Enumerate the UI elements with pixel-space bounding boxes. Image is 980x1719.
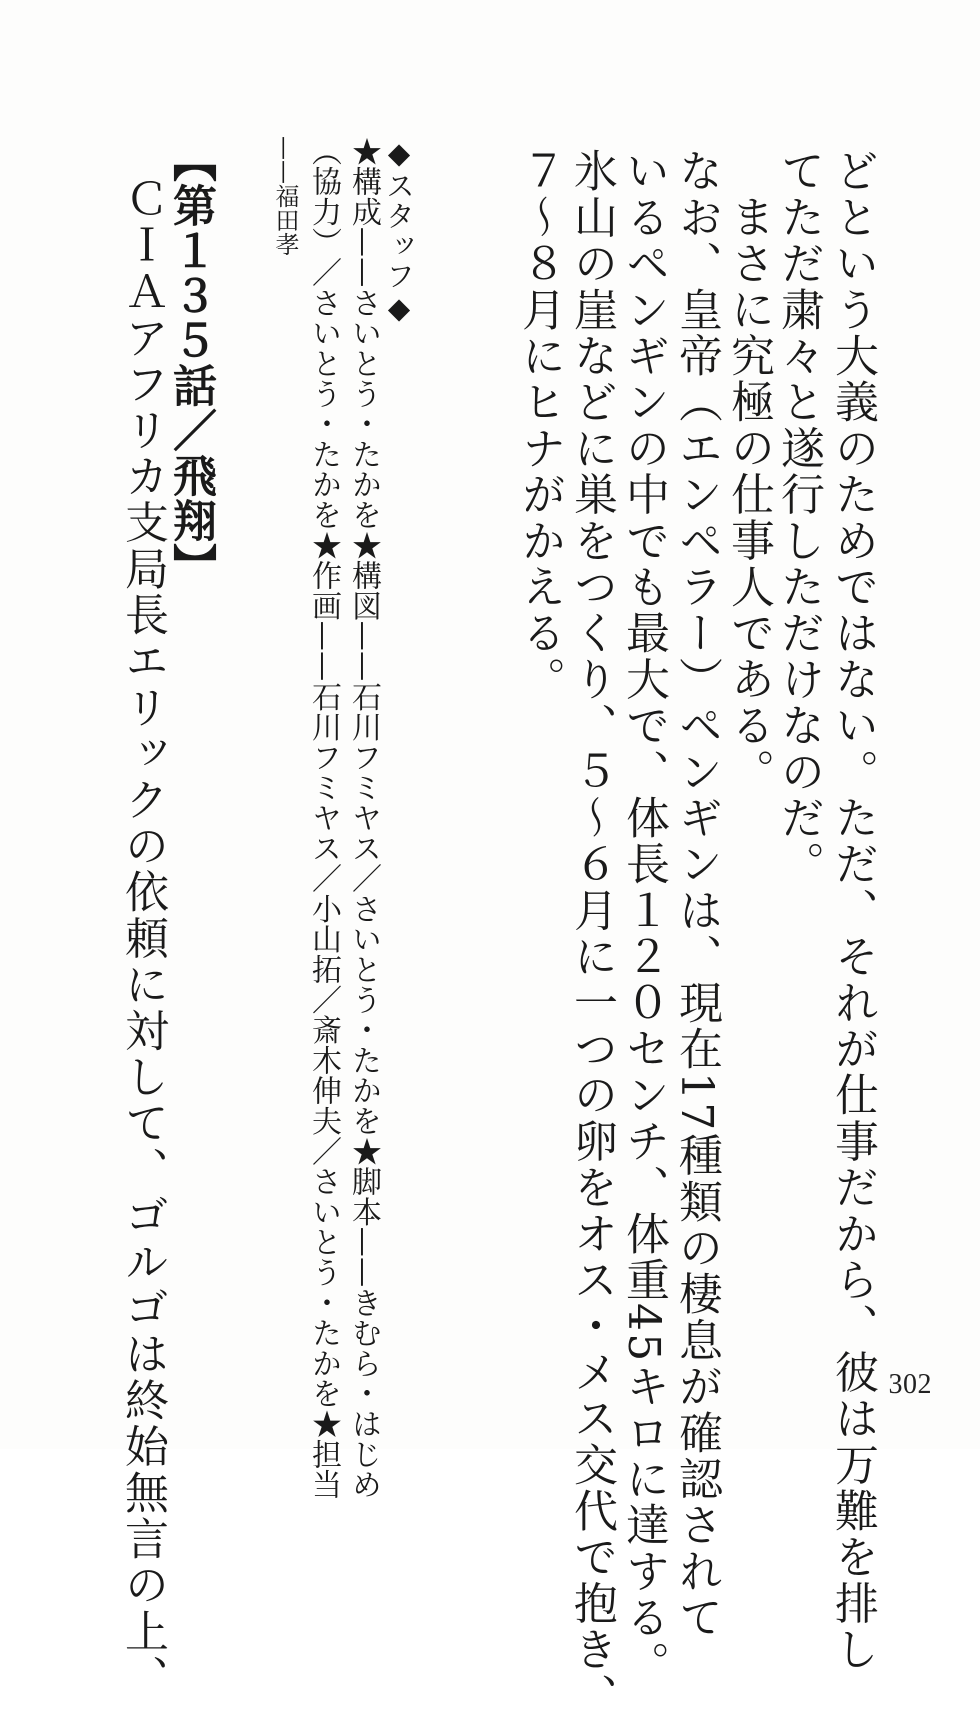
staff-header: ◆スタッフ◆ (382, 136, 416, 326)
body-line-7: ７〜８月にヒナがかえる。 (514, 148, 565, 703)
body-line-3: まさに究極の仕事人である。 (723, 194, 774, 795)
episode-heading: 【第１３５話／飛翔】 (165, 138, 216, 588)
body-line-2: てただ粛々と遂行しただけなのだ。 (773, 148, 824, 888)
page-number: 302 (888, 1369, 932, 1400)
episode-first-line: ＣＩＡアフリカ支局長エリックの依頼に対して、ゴルゴは終始無言の上、 (117, 176, 168, 1701)
body-line-1: どという大義のためではない。ただ、それが仕事だから、彼は万難を排し (827, 148, 878, 1673)
body-line-4: なお、皇帝（エンペラー）ペンギンは、現在17種類の棲息が確認されて (671, 148, 722, 1641)
body-line-6: 氷山の崖などに巣をつくり、５〜６月に一つの卵をオス・メス交代で抱き、 (566, 148, 617, 1719)
body-line-5: いるペンギンの中でも最大で、体長１２０センチ、体重45キロに達する。 (618, 148, 669, 1687)
staff-credit-line-3: ——福田孝 (271, 136, 299, 256)
staff-credit-line-1: ★構成——さいとう・たかを★構図——石川フミヤス／さいとう・たかを★脚本——きむら・はじめ (346, 136, 381, 1500)
staff-credit-line-2: （協力）／さいとう・たかを★作画——石川フミヤス／小山拓／斎木伸夫／さいとう・たかを★担当 (306, 136, 341, 1500)
